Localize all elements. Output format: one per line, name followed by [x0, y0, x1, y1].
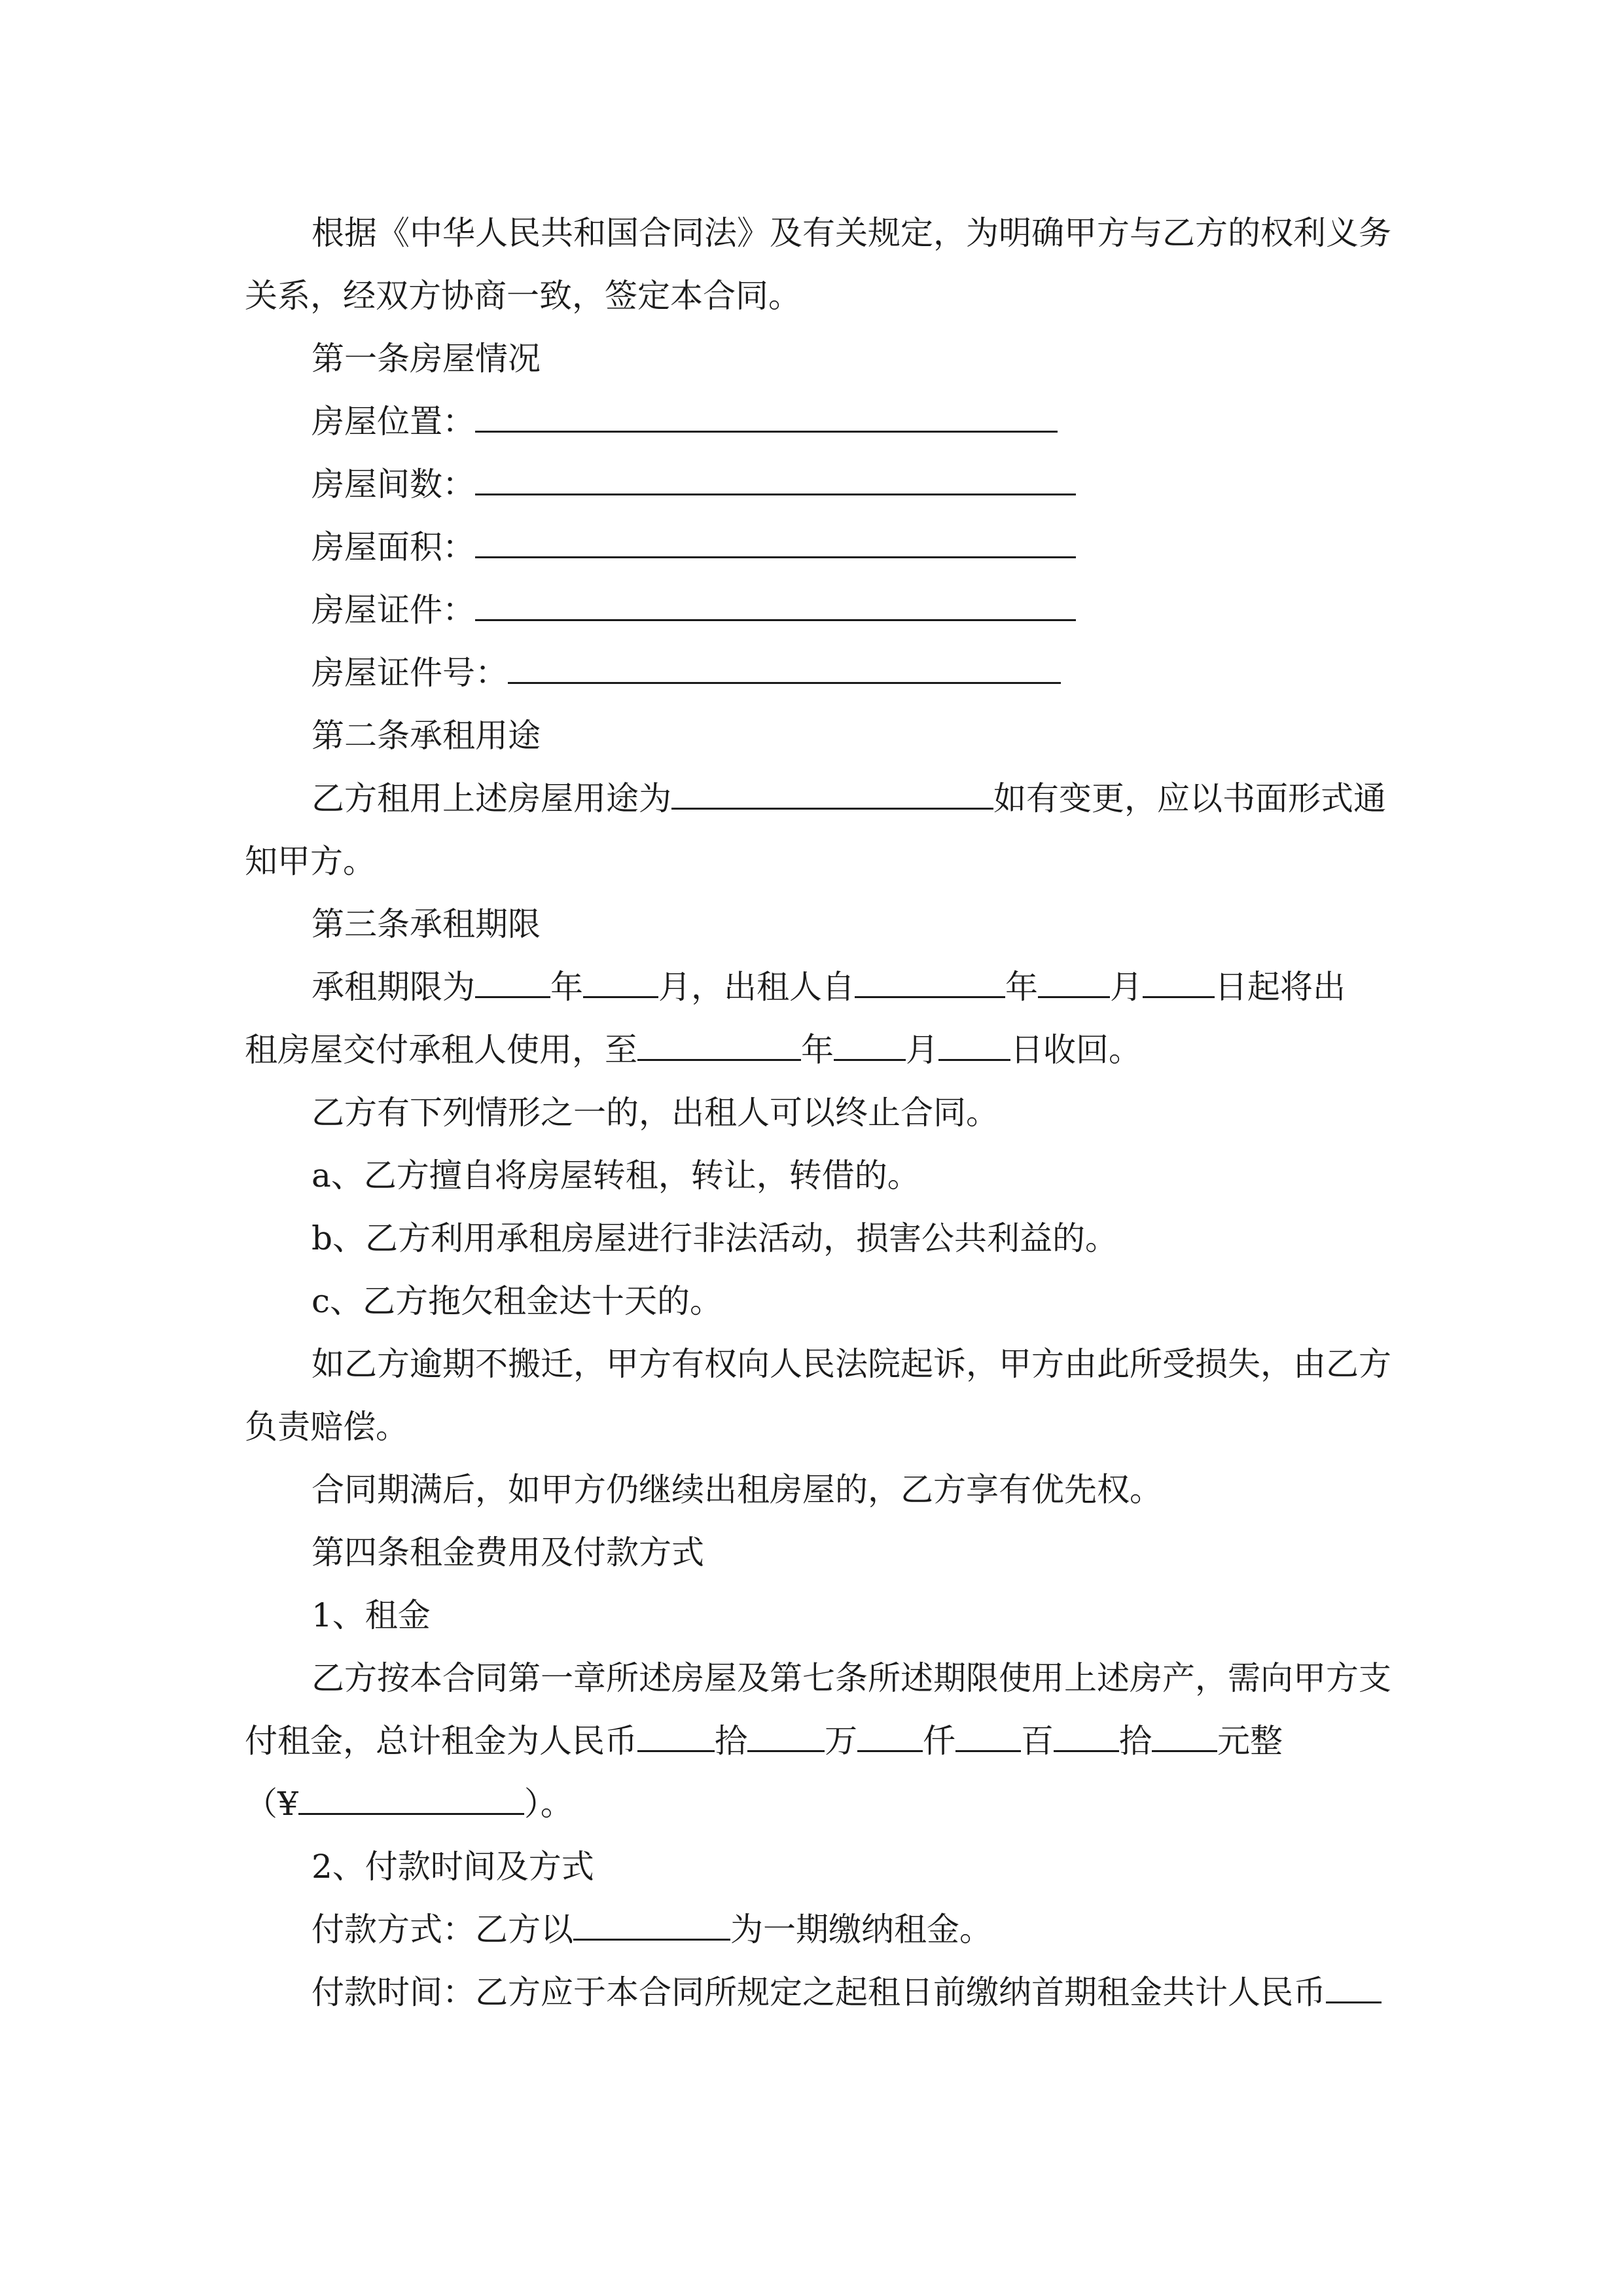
termination-item-c: c、乙方拖欠租金达十天的。 — [312, 1282, 723, 1320]
location-blank — [475, 404, 1058, 433]
end-day-blank — [938, 1033, 1010, 1061]
preamble-line-2: 关系，经双方协商一致，签定本合同。 — [245, 277, 801, 315]
rent-shi-blank — [1054, 1724, 1119, 1752]
start-month-blank — [1038, 970, 1110, 998]
area-field — [312, 516, 1383, 579]
certificate-no-label: 房屋证件号： — [312, 654, 508, 692]
usage-blank — [671, 781, 993, 810]
rent-line-2: 付租金，总计租金为人民币 拾 万 仟 百 拾 元整 — [245, 1722, 1283, 1760]
start-day-blank — [1143, 970, 1215, 998]
area-blank — [475, 530, 1076, 558]
rent-heading: 1、租金 — [312, 1596, 431, 1634]
rent-qian-blank — [857, 1724, 923, 1752]
termination-item-a: a、乙方擅自将房屋转租，转让，转借的。 — [312, 1157, 920, 1194]
period-line-2: 租房屋交付承租人使用，至 年 月 日收回。 — [245, 1031, 1141, 1069]
rooms-blank — [475, 467, 1076, 495]
usage-line-2: 知甲方。 — [245, 842, 376, 880]
article1-title: 第一条房屋情况 — [312, 340, 541, 378]
end-year-blank — [637, 1033, 801, 1061]
article2-title: 第二条承租用途 — [312, 717, 541, 755]
rent-line-1: 乙方按本合同第一章所述房屋及第七条所述期限使用上述房产，需向甲方支 — [312, 1659, 1391, 1697]
certificate-no-blank — [508, 656, 1061, 684]
termination-item-b: b、乙方利用承租房屋进行非法活动，损害公共利益的。 — [312, 1219, 1118, 1257]
rent-amount-line: （¥ ）。 — [245, 1785, 573, 1823]
rent-wan-blank — [747, 1724, 825, 1752]
payment-heading: 2、付款时间及方式 — [312, 1848, 594, 1886]
article4-title: 第四条租金费用及付款方式 — [312, 1534, 704, 1571]
usage-line-1: 乙方租用上述房屋用途为 如有变更，应以书面形式通 — [312, 780, 1386, 817]
article3-title: 第三条承租期限 — [312, 905, 541, 943]
certificate-field — [312, 579, 1383, 641]
preamble-line-1: 根据《中华人民共和国合同法》及有关规定，为明确甲方与乙方的权利义务 — [312, 214, 1391, 252]
start-year-blank — [855, 970, 1005, 998]
rent-shiwan-blank — [637, 1724, 715, 1752]
priority-clause: 合同期满后，如甲方仍继续出租房屋的，乙方享有优先权。 — [312, 1471, 1162, 1509]
rent-yuan-blank — [1152, 1724, 1217, 1752]
rent-bai-blank — [955, 1724, 1021, 1752]
payment-method-line: 付款方式：乙方以 为一期缴纳租金。 — [312, 1910, 992, 1948]
overdue-line-2: 负责赔偿。 — [245, 1408, 408, 1446]
first-payment-blank — [1326, 1975, 1382, 2003]
rooms-field — [312, 453, 1383, 516]
certificate-no-field — [312, 641, 1383, 704]
termination-intro: 乙方有下列情形之一的，出租人可以终止合同。 — [312, 1094, 999, 1132]
period-months-blank — [583, 970, 658, 998]
certificate-label: 房屋证件： — [312, 591, 475, 629]
end-month-blank — [834, 1033, 906, 1061]
certificate-blank — [475, 593, 1076, 621]
payment-period-blank — [573, 1912, 730, 1941]
area-label: 房屋面积： — [312, 528, 475, 566]
rent-amount-blank — [298, 1787, 524, 1815]
overdue-line-1: 如乙方逾期不搬迁，甲方有权向人民法院起诉，甲方由此所受损失，由乙方 — [312, 1345, 1391, 1383]
period-years-blank — [475, 970, 550, 998]
payment-time-line: 付款时间：乙方应于本合同所规定之起租日前缴纳首期租金共计人民币 — [312, 1961, 1383, 2024]
rooms-label: 房屋间数： — [312, 465, 475, 503]
location-label: 房屋位置： — [312, 403, 475, 440]
period-line-1: 承租期限为 年 月，出租人自 年 月 日起将出 — [312, 968, 1346, 1006]
location-field — [312, 390, 1383, 453]
